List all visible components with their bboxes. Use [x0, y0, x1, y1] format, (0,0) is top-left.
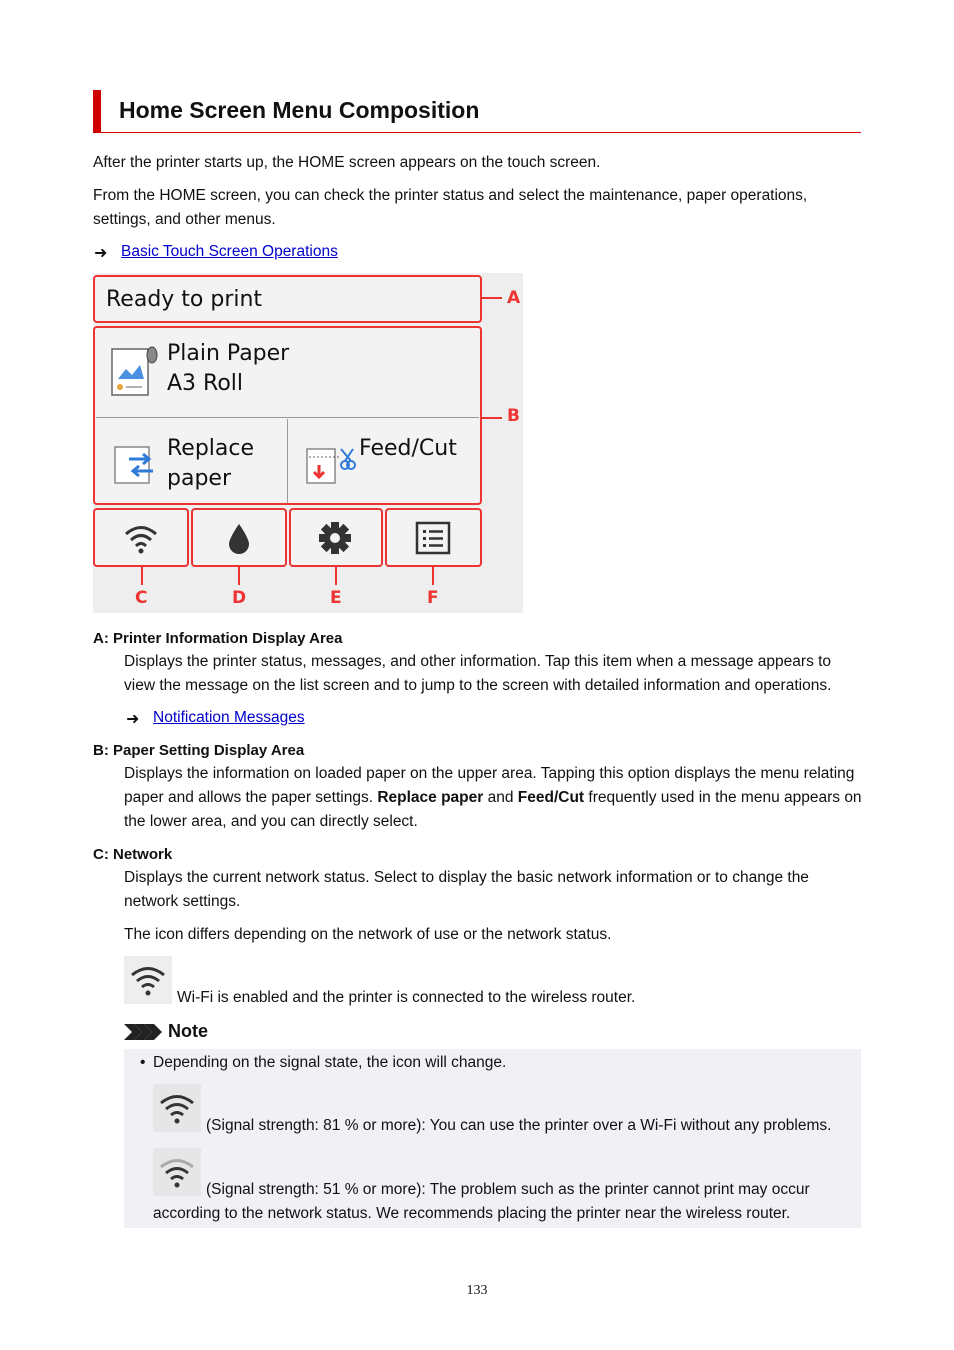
section-b-text-2: and — [483, 789, 518, 806]
wifi-connected-text: Wi-Fi is enabled and the printer is connected to the wireless router. — [177, 989, 636, 1006]
note-chevron-icon — [124, 1024, 162, 1040]
wifi-strong-icon — [153, 1084, 201, 1132]
callout-line-b — [482, 417, 502, 419]
wifi-strong-icon-box — [153, 1084, 201, 1132]
divider — [287, 419, 288, 503]
callout-label-d: D — [232, 588, 247, 608]
wifi-icon — [124, 956, 172, 1004]
section-a-title: A: Printer Information Display Area — [93, 630, 343, 647]
signal-81-text: (Signal strength: 81 % or more): You can use the printer over a Wi-Fi without any problems. — [206, 1117, 832, 1134]
section-b-body — [124, 762, 864, 834]
replace-paper-label-2: paper — [167, 466, 231, 491]
callout-line-c — [141, 567, 143, 585]
signal-51-text-2: according to the network status. We recommends placing the printer near the wireless router. — [153, 1205, 791, 1222]
ink-drop-icon — [227, 522, 251, 554]
callout-line-f — [432, 567, 434, 585]
link-basic-touch-screen-operations[interactable]: Basic Touch Screen Operations — [121, 243, 338, 260]
section-b-title: B: Paper Setting Display Area — [93, 742, 305, 759]
feed-cut-icon — [305, 439, 357, 485]
status-text: Ready to print — [106, 287, 263, 312]
list-icon — [415, 521, 451, 555]
callout-label-c: C — [135, 588, 148, 608]
section-c-body-2: The icon differs depending on the network of use or the network status. — [124, 926, 612, 943]
arrow-right-icon: ➜ — [94, 245, 108, 262]
paper-roll-icon — [110, 343, 158, 397]
callout-line-e — [335, 567, 337, 585]
section-b-text-3: frequently used in the menu appears on the lower area, and you can directly select. — [124, 789, 862, 830]
section-c-title: C: Network — [93, 846, 173, 863]
page-number: 133 — [466, 1283, 488, 1298]
touch-screen-figure — [93, 273, 523, 613]
callout-line-d — [238, 567, 240, 585]
replace-paper-label-1: Replace — [167, 436, 255, 461]
callout-line-a — [482, 297, 502, 299]
callout-label-e: E — [330, 588, 342, 608]
callout-label-b: B — [507, 406, 520, 426]
link-notification-messages[interactable]: Notification Messages — [153, 709, 305, 726]
intro-paragraph-1: After the printer starts up, the HOME screen appears on the touch screen. — [93, 154, 601, 171]
section-b-bold-2: Feed/Cut — [517, 789, 585, 806]
bullet: • — [140, 1054, 146, 1071]
wifi-icon — [123, 522, 159, 554]
section-a-body: Displays the printer status, messages, and other information. Tap this item when a message appears to view the message on the list screen and to jump to the screen with detailed information and operations. — [124, 653, 832, 694]
section-c-body-1: Displays the current network status. Select to display the basic network information or to change the network settings. — [124, 869, 809, 910]
section-b-text-1: Displays the information on loaded paper on the upper area. Tapping this option displays the menu relating paper and allows the paper settings. — [124, 765, 855, 806]
page-title: Home Screen Menu Composition — [119, 97, 480, 123]
paper-size-text: A3 Roll — [167, 371, 244, 396]
gear-icon — [318, 521, 352, 555]
section-b-bold-1: Replace paper — [377, 789, 484, 806]
callout-label-a: A — [507, 288, 521, 308]
replace-paper-icon — [113, 443, 155, 485]
callout-label-f: F — [427, 588, 439, 608]
feed-cut-label: Feed/Cut — [359, 436, 457, 461]
wifi-medium-icon — [153, 1148, 201, 1196]
paper-type-text: Plain Paper — [167, 341, 290, 366]
heading-rule — [93, 132, 861, 133]
signal-51-text-1: (Signal strength: 51 % or more): The problem such as the printer cannot print may occur — [206, 1181, 810, 1198]
wifi-connected-icon-box — [124, 956, 172, 1004]
wifi-medium-icon-box — [153, 1148, 201, 1196]
heading-accent-bar — [93, 90, 101, 133]
note-heading: Note — [168, 1021, 208, 1041]
divider — [96, 417, 479, 418]
note-bullet-text: Depending on the signal state, the icon will change. — [153, 1054, 507, 1071]
intro-paragraph-2: From the HOME screen, you can check the printer status and select the maintenance, paper operations, settings, and other menus. — [93, 187, 808, 228]
arrow-right-icon: ➜ — [126, 711, 140, 728]
